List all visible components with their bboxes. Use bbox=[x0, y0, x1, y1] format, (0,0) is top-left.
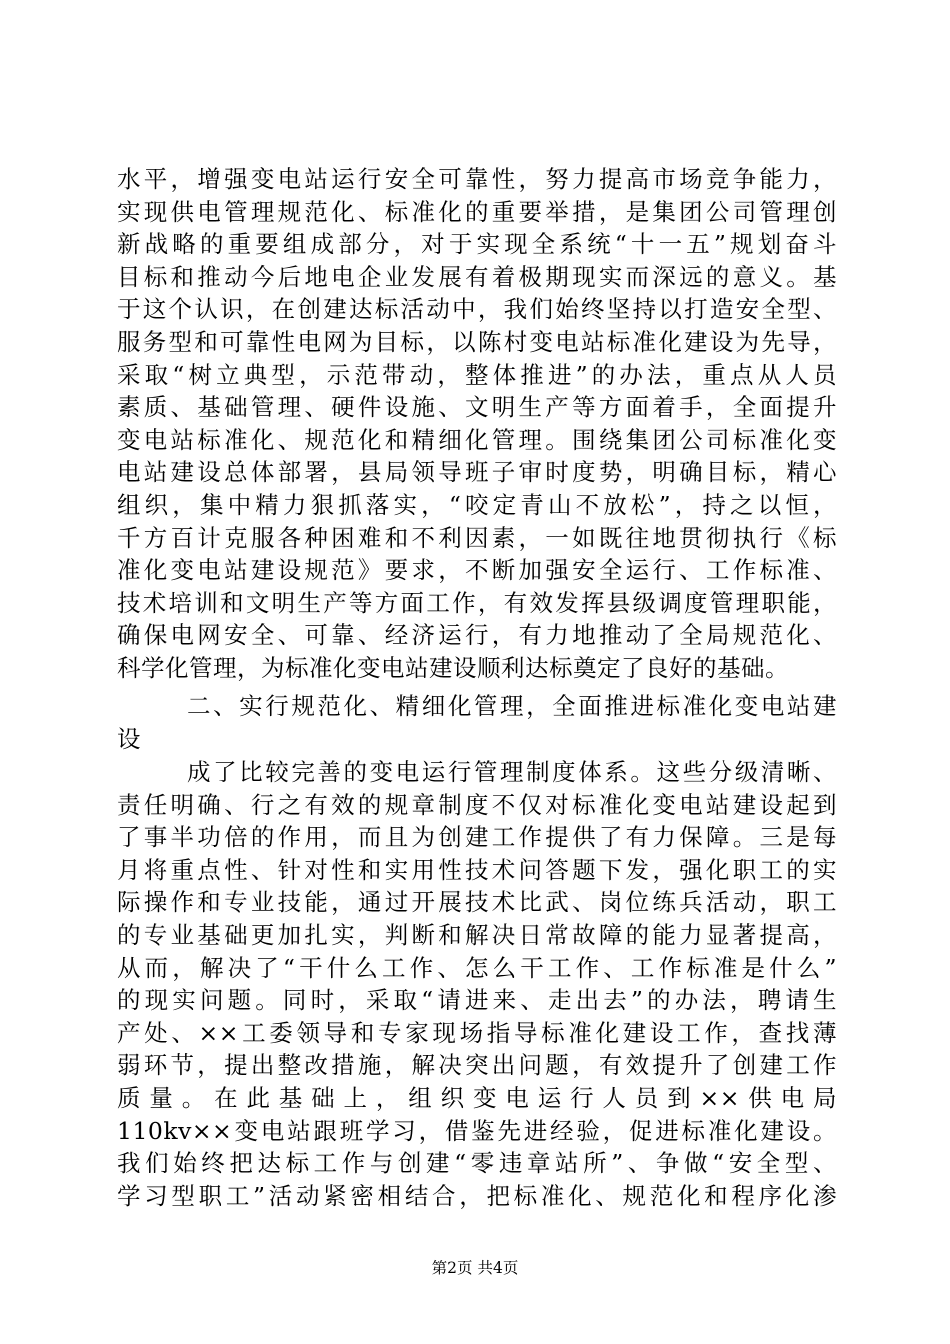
text-line: 于这个认识，在创建达标活动中，我们始终坚持以打造安全型、 bbox=[117, 295, 837, 324]
text-line: 服务型和可靠性电网为目标，以陈村变电站标准化建设为先导， bbox=[117, 327, 837, 356]
text-line: 弱环节，提出整改措施，解决突出问题，有效提升了创建工作 bbox=[117, 1051, 837, 1080]
text-line: 组织，集中精力狠抓落实，“咬定青山不放松”，持之以恒， bbox=[117, 490, 837, 519]
text-line: 电站建设总体部署，县局领导班子审时度势，明确目标，精心 bbox=[117, 458, 837, 487]
page-number-footer: 第2页 共4页 bbox=[431, 1259, 519, 1277]
paragraph-1 bbox=[117, 163, 837, 685]
text-line: 从而，解决了“干什么工作、怎么干工作、工作标准是什么” bbox=[117, 953, 837, 982]
text-line: 变电站标准化、规范化和精细化管理。围绕集团公司标准化变 bbox=[117, 425, 837, 454]
text-line: 质量。在此基础上，组织变电运行人员到××供电局 bbox=[117, 1083, 837, 1112]
text-line: 目标和推动今后地电企业发展有着极期现实而深远的意义。基 bbox=[117, 262, 837, 291]
text-line: 际操作和专业技能，通过开展技术比武、岗位练兵活动，职工 bbox=[117, 888, 837, 917]
paragraph-2 bbox=[117, 756, 837, 1212]
text-line: 科学化管理，为标准化变电站建设顺利达标奠定了良好的基础。 bbox=[117, 653, 789, 682]
heading-line: 设 bbox=[117, 724, 141, 753]
text-line: 新战略的重要组成部分，对于实现全系统“十一五”规划奋斗 bbox=[117, 230, 837, 259]
text-line: 准化变电站建设规范》要求，不断加强安全运行、工作标准、 bbox=[117, 556, 837, 585]
text-line: 110kv××变电站跟班学习，借鉴先进经验，促进标准化建设。 bbox=[117, 1116, 837, 1145]
text-line: 责任明确、行之有效的规章制度不仅对标准化变电站建设起到 bbox=[117, 790, 837, 819]
text-line: 素质、基础管理、硬件设施、文明生产等方面着手，全面提升 bbox=[117, 393, 837, 422]
text-line: 我们始终把达标工作与创建“零违章站所”、争做“安全型、 bbox=[117, 1149, 837, 1178]
section-heading bbox=[117, 690, 837, 755]
text-line: 学习型职工”活动紧密相结合，把标准化、规范化和程序化渗 bbox=[117, 1181, 837, 1210]
heading-line: 二、实行规范化、精细化管理，全面推进标准化变电站建 bbox=[187, 692, 837, 720]
text-line: 的现实问题。同时，采取“请进来、走出去”的办法，聘请生 bbox=[117, 986, 837, 1015]
text-line: 成了比较完善的变电运行管理制度体系。这些分级清晰、 bbox=[187, 758, 837, 786]
text-line: 实现供电管理规范化、标准化的重要举措，是集团公司管理创 bbox=[117, 197, 837, 226]
text-line: 了事半功倍的作用，而且为创建工作提供了有力保障。三是每 bbox=[117, 823, 837, 852]
text-line: 水平，增强变电站运行安全可靠性，努力提高市场竞争能力， bbox=[117, 165, 837, 193]
text-line: 的专业基础更加扎实，判断和解决日常故障的能力显著提高， bbox=[117, 920, 837, 949]
text-line: 千方百计克服各种困难和不利因素，一如既往地贯彻执行《标 bbox=[117, 523, 837, 552]
text-line: 技术培训和文明生产等方面工作，有效发挥县级调度管理职能， bbox=[117, 588, 837, 617]
text-line: 月将重点性、针对性和实用性技术问答题下发，强化职工的实 bbox=[117, 855, 837, 884]
text-line: 产处、××工委领导和专家现场指导标准化建设工作，查找薄 bbox=[117, 1018, 837, 1047]
text-line: 确保电网安全、可靠、经济运行，有力地推动了全局规范化、 bbox=[117, 621, 837, 650]
text-line: 采取“树立典型，示范带动，整体推进”的办法，重点从人员 bbox=[117, 360, 837, 389]
